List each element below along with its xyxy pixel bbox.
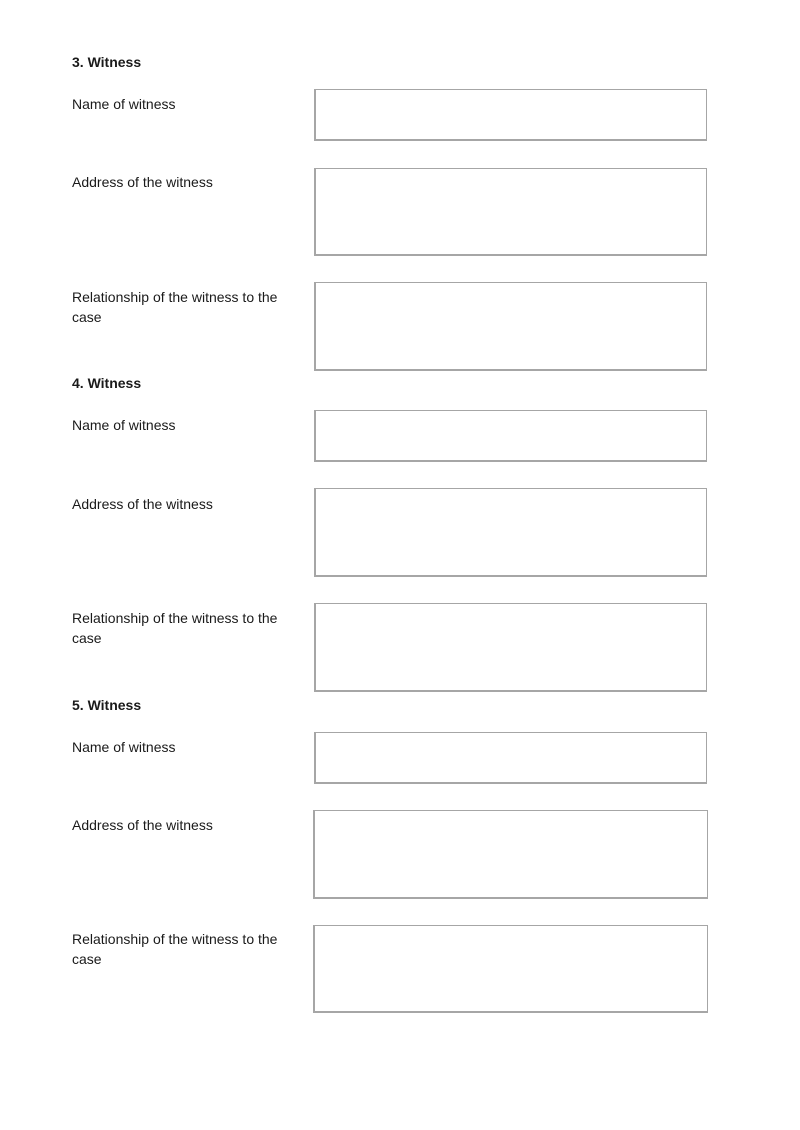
witness-address-field[interactable] [313,810,708,899]
witness-name-field[interactable] [314,410,707,462]
field-label-relationship: Relationship of the witness to the case [72,610,278,646]
witness-relationship-field[interactable] [314,282,707,371]
field-label-relationship: Relationship of the witness to the case [72,289,278,325]
witness-name-field[interactable] [314,89,707,141]
field-label-relationship: Relationship of the witness to the case [72,931,278,967]
section-heading: 5. Witness [72,697,142,713]
section-heading: 4. Witness [72,375,142,391]
witness-relationship-field[interactable] [313,925,708,1013]
field-label-address: Address of the witness [72,496,213,512]
field-label-address: Address of the witness [72,174,213,190]
witness-name-field[interactable] [314,732,707,784]
field-label-name: Name of witness [72,417,176,433]
section-heading: 3. Witness [72,54,142,70]
field-label-name: Name of witness [72,739,176,755]
field-label-name: Name of witness [72,96,176,112]
witness-address-field[interactable] [314,168,707,256]
witness-relationship-field[interactable] [314,603,707,692]
witness-address-field[interactable] [314,488,707,577]
field-label-address: Address of the witness [72,817,213,833]
